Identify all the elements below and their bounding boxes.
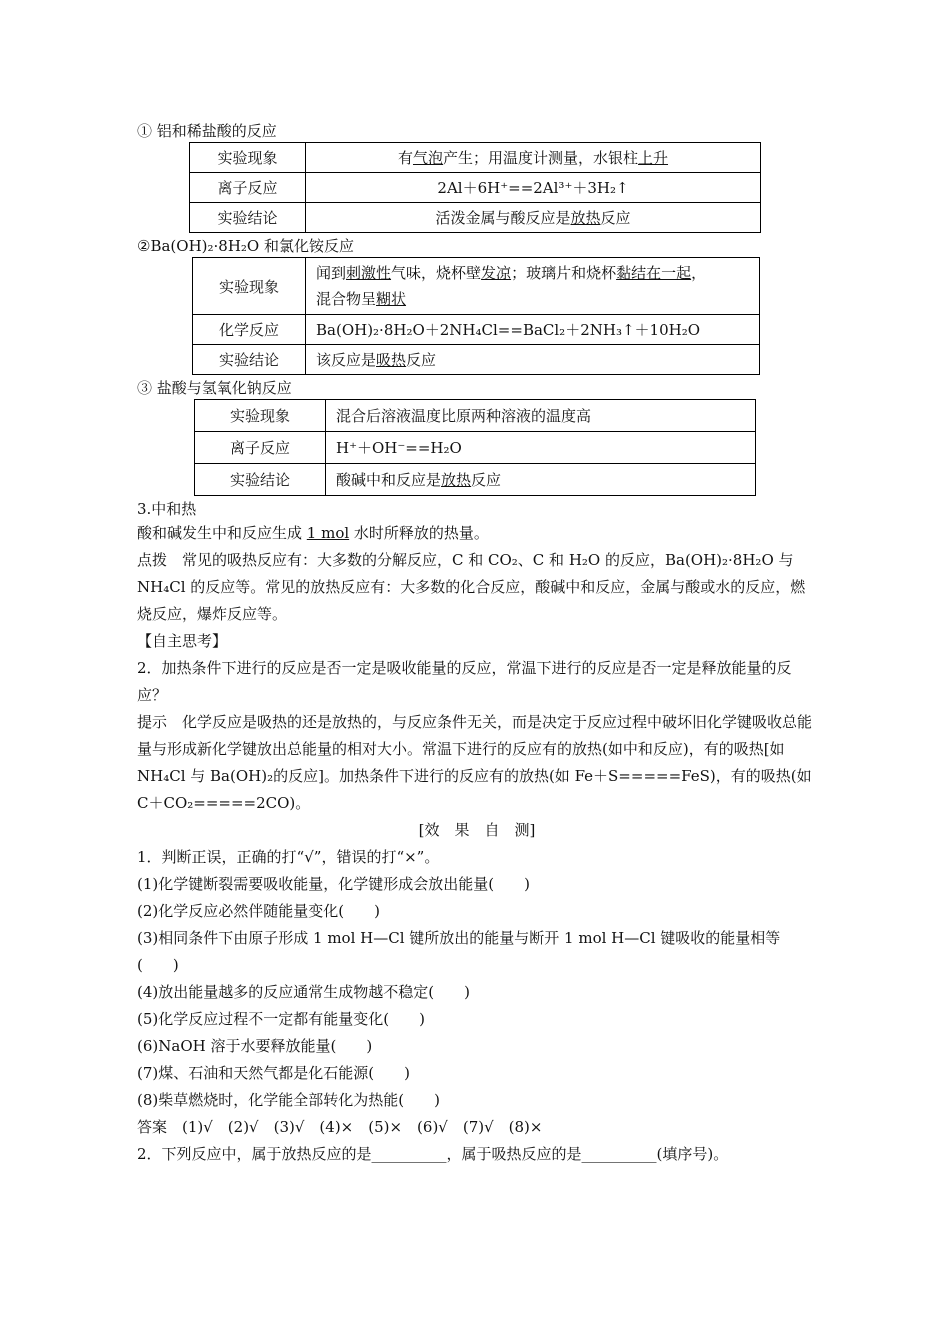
row-label: 实验结论 (193, 345, 306, 375)
row-label: 实验结论 (195, 464, 326, 496)
section-2-title: ②Ba(OH)₂·8H₂O 和氯化铵反应 (137, 237, 354, 255)
table-row (195, 464, 756, 496)
document-page (137, 120, 817, 1168)
list-item: (2)化学反应必然伴随能量变化( ) (137, 902, 380, 920)
test-title: [效 果 自 测] (418, 821, 536, 839)
row-value: 酸碱中和反应是放热反应 (326, 464, 756, 496)
list-item: (3)相同条件下由原子形成 1 mol H—Cl 键所放出的能量与断开 1 mol H—Cl 键吸收的能量相等( ) (137, 929, 781, 974)
table-hcl-naoh (194, 399, 756, 496)
row-value: 活泼金属与酸反应是放热反应 (306, 203, 761, 233)
answer-line: 答案 (1)√ (2)√ (3)√ (4)× (5)× (6)√ (7)√ (8)× (137, 1118, 543, 1136)
table-row (193, 315, 760, 345)
row-label: 离子反应 (195, 432, 326, 464)
row-label: 实验结论 (190, 203, 306, 233)
table-row (193, 345, 760, 375)
list-item: (6)NaOH 溶于水要释放能量( ) (137, 1037, 373, 1055)
test-question-1: 1．判断正误，正确的打“√”，错误的打“×”。 (137, 848, 440, 866)
think-title: 【自主思考】 (137, 632, 228, 650)
row-label: 实验现象 (190, 143, 306, 173)
table-row (190, 173, 761, 203)
list-item: (1)化学键断裂需要吸收能量，化学键形成会放出能量( ) (137, 875, 530, 893)
row-label: 实验现象 (193, 258, 306, 315)
table-row (195, 400, 756, 432)
row-value: 2Al＋6H⁺==2Al³⁺＋3H₂↑ (306, 173, 761, 203)
list-item: (7)煤、石油和天然气都是化石能源( ) (137, 1064, 410, 1082)
section-1-title: ① 铝和稀盐酸的反应 (137, 122, 277, 140)
section-3-title: ③ 盐酸与氢氧化钠反应 (137, 379, 292, 397)
list-item: (5)化学反应过程不一定都有能量变化( ) (137, 1010, 425, 1028)
heat-title: 3.中和热 (137, 500, 197, 518)
list-item: (4)放出能量越多的反应通常生成物越不稳定( ) (137, 983, 470, 1001)
row-value: 该反应是吸热反应 (306, 345, 760, 375)
test-question-2: 2．下列反应中，属于放热反应的是__________，属于吸热反应的是__________(填序号)。 (137, 1145, 729, 1163)
think-question: 2．加热条件下进行的反应是否一定是吸收能量的反应，常温下进行的反应是否一定是释放能量的反应？ (137, 659, 792, 704)
row-label: 化学反应 (193, 315, 306, 345)
row-value: H⁺＋OH⁻==H₂O (326, 432, 756, 464)
table-barium-ammonium (192, 257, 760, 375)
table-row (190, 143, 761, 173)
table-row (190, 203, 761, 233)
row-value: 有气泡产生；用温度计测量，水银柱上升 (306, 143, 761, 173)
list-item: (8)柴草燃烧时，化学能全部转化为热能( ) (137, 1091, 440, 1109)
row-value: 混合后溶液温度比原两种溶液的温度高 (326, 400, 756, 432)
tip-paragraph: 点拨 常见的吸热反应有：大多数的分解反应，C 和 CO₂、C 和 H₂O 的反应，Ba(OH)₂·8H₂O 与 NH₄Cl 的反应等。常见的放热反应有：大多数的化合反应，酸碱中和反应，金属与酸或水的反应，燃烧反应，爆炸反应等。 (137, 551, 806, 623)
think-answer: 提示 化学反应是吸热的还是放热的，与反应条件无关，而是决定于反应过程中破坏旧化学键吸收总能量与形成新化学键放出总能量的相对大小。常温下进行的反应有的放热(如中和反应)，有的吸热[如 NH₄Cl 与 Ba(OH)₂的反应]。加热条件下进行的反应有的放热(如 Fe＋S=====FeS)，有的吸热(如 C＋CO₂=====2CO)。 (137, 713, 813, 812)
table-aluminum-acid (189, 142, 761, 233)
row-value: 闻到刺激性气味，烧杯壁发凉；玻璃片和烧杯黏结在一起， 混合物呈糊状 (306, 258, 760, 315)
table-row (195, 432, 756, 464)
row-label: 离子反应 (190, 173, 306, 203)
row-label: 实验现象 (195, 400, 326, 432)
row-value: Ba(OH)₂·8H₂O＋2NH₄Cl==BaCl₂＋2NH₃↑＋10H₂O (306, 315, 760, 345)
table-row (193, 258, 760, 315)
heat-definition: 酸和碱发生中和反应生成 1 mol 水时所释放的热量。 (137, 524, 489, 542)
